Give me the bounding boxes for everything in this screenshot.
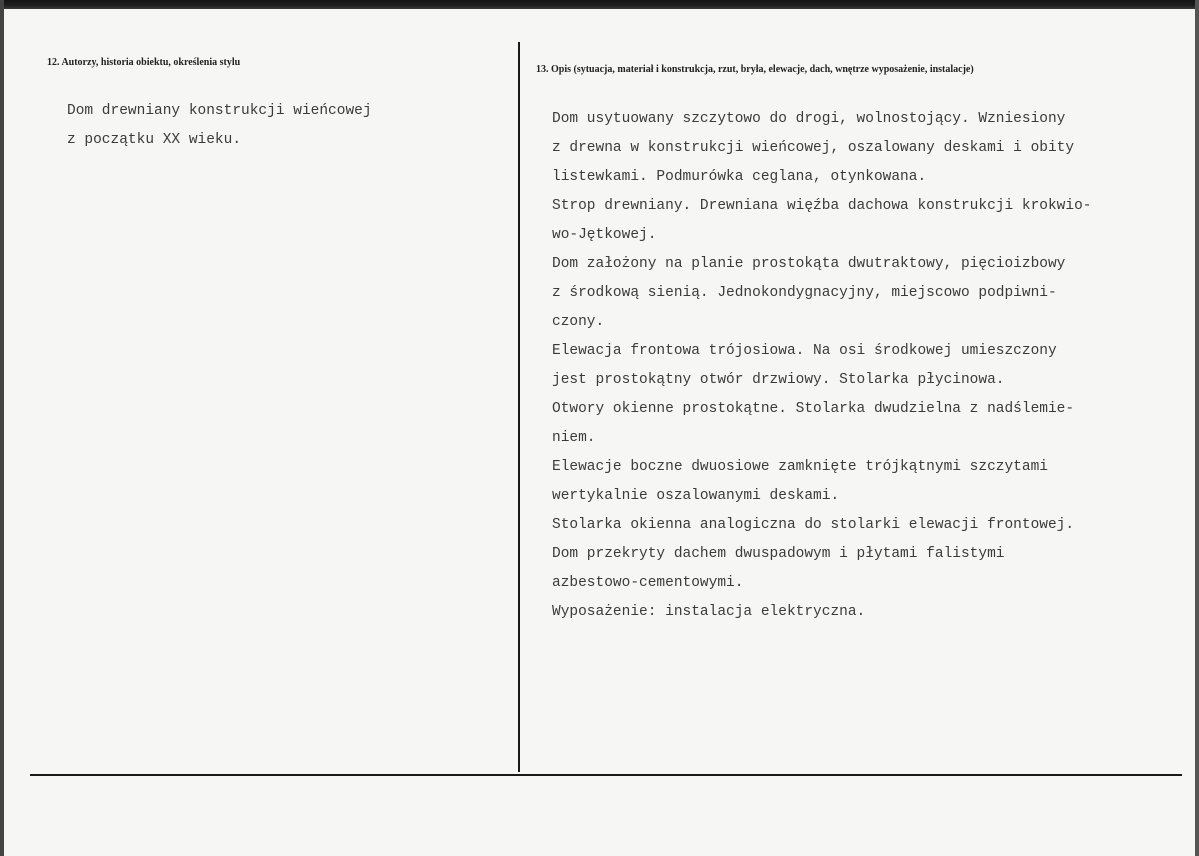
text-line: listewkami. Podmurówka ceglana, otynkowana. [552, 169, 927, 185]
scan-left-edge [0, 0, 4, 856]
text-line: jest prostokątny otwór drzwiowy. Stolarka płycinowa. [552, 372, 1005, 388]
text-line: wertykalnie oszalowanymi deskami. [552, 488, 840, 504]
text-line: czony. [552, 314, 605, 330]
text-line: Otwory okienne prostokątne. Stolarka dwudzielna z nadślemie- [552, 401, 1075, 417]
text-line: Dom usytuowany szczytowo do drogi, wolnostojący. Wzniesiony [552, 111, 1066, 127]
text-line: Elewacje boczne dwuosiowe zamknięte trójkątnymi szczytami [552, 459, 1048, 475]
text-line: wo-Jętkowej. [552, 227, 657, 243]
text-line: niem. [552, 430, 596, 446]
section-13-heading: 13. Opis (sytuacja, materiał i konstrukcja, rzut, bryła, elewacje, dach, wnętrze wyposażenie, instalacje) [536, 64, 974, 75]
scan-right-edge [1195, 0, 1199, 856]
text-line: azbestowo-cementowymi. [552, 575, 744, 591]
bottom-rule [30, 774, 1182, 776]
section-13-text [552, 105, 1092, 627]
text-line: Dom założony na planie prostokąta dwutraktowy, pięcioizbowy [552, 256, 1066, 272]
text-line: Strop drewniany. Drewniana więźba dachowa konstrukcji krokwio- [552, 198, 1092, 214]
section-12-heading: 12. Autorzy, historia obiektu, określenia stylu [47, 57, 241, 68]
text-line: Dom drewniany konstrukcji wieńcowej [67, 103, 372, 119]
section-12-text [67, 97, 372, 155]
text-line: Stolarka okienna analogiczna do stolarki elewacji frontowej. [552, 517, 1075, 533]
scan-top-edge [0, 0, 1199, 9]
text-line: z początku XX wieku. [67, 132, 242, 148]
column-divider [518, 42, 520, 772]
text-line: Elewacja frontowa trójosiowa. Na osi środkowej umieszczony [552, 343, 1057, 359]
text-line: z drewna w konstrukcji wieńcowej, oszalowany deskami i obity [552, 140, 1075, 156]
text-line: z środkową sienią. Jednokondygnacyjny, miejscowo podpiwni- [552, 285, 1057, 301]
text-line: Wyposażenie: instalacja elektryczna. [552, 604, 866, 620]
text-line: Dom przekryty dachem dwuspadowym i płytami falistymi [552, 546, 1005, 562]
